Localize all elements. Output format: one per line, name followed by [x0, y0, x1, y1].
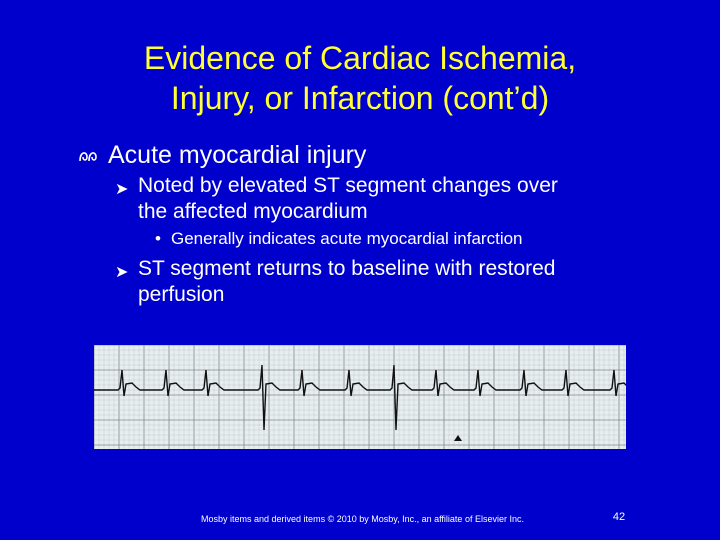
sub-bullet-line-2: the affected myocardium — [138, 200, 368, 223]
sub-bullet-line-1: ST segment returns to baseline with restored — [138, 257, 556, 280]
slide-title — [60, 38, 660, 118]
dot-icon: • — [155, 229, 161, 248]
sub-bullet-line-2: perfusion — [138, 283, 225, 306]
copyright-footer: Mosby items and derived items © 2010 by Mosby, Inc., an affiliate of Elsevier Inc. — [201, 514, 524, 524]
page-number: 42 — [612, 511, 626, 523]
ecg-marker — [454, 435, 462, 441]
sub-bullet-line-1: Noted by elevated ST segment changes over — [138, 174, 558, 197]
bullet-symbol-icon — [78, 149, 98, 163]
bullet-text: Acute myocardial injury — [108, 141, 367, 169]
sub-sub-bullet-text: Generally indicates acute myocardial infarction — [171, 229, 523, 248]
ecg-strip-image — [94, 345, 626, 449]
sub-bullet-text — [138, 256, 658, 308]
arrowhead-icon: ➤ — [115, 181, 129, 198]
arrowhead-icon: ➤ — [115, 264, 129, 281]
title-line-2: Injury, or Infarction (cont’d) — [170, 80, 550, 116]
ecg-grid — [94, 345, 626, 449]
sub-bullet-text — [138, 173, 658, 225]
title-line-1: Evidence of Cardiac Ischemia, — [143, 40, 577, 76]
